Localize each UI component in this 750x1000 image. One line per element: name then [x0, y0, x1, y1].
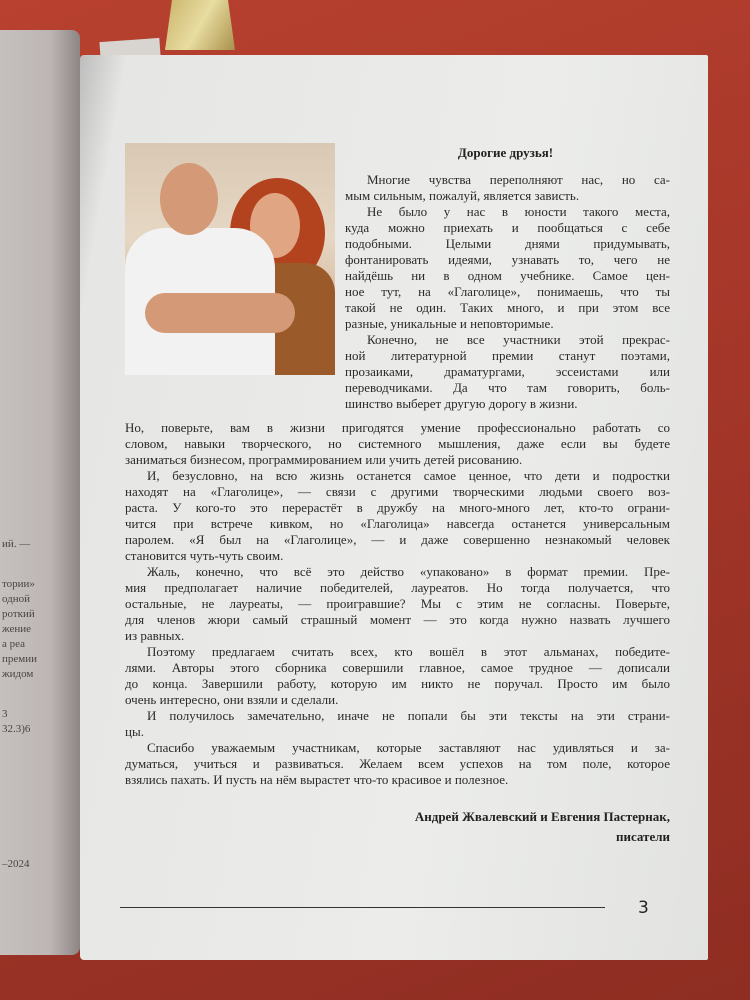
text-line: Многие чувства переполняют нас, но са-	[367, 172, 670, 187]
text-line: шинство выберет другую дорогу в жизни.	[345, 396, 578, 411]
text-line: думаться, учиться и развиваться. Желаем всем успехов на том поле, которое	[125, 756, 670, 771]
left-page-fragment: премии	[2, 653, 38, 665]
left-page-fragment: одной	[2, 593, 31, 605]
text-line: Жаль, конечно, что всё это действо «упаковано» в формат премии. Пре-	[147, 564, 670, 579]
text-line: взялись пахать. И пусть на нём вырастет что-то красивое и полезное.	[125, 772, 509, 787]
left-page-fragment: 3	[2, 708, 8, 720]
text-line: подобными. Целыми днями придумывать,	[345, 236, 670, 251]
left-page-fragment: тории»	[2, 578, 35, 590]
text-line: раста. У кого-то это перерастёт в дружбу на много-много лет, кто-то ограни-	[125, 500, 670, 515]
text-line: мым сильным, пожалуй, является зависть.	[345, 188, 580, 203]
left-page	[0, 30, 80, 955]
text-line: фонтанировать идеями, узнавать то, чего не	[345, 252, 670, 267]
text-line: очень интересно, они взяли и сделали.	[125, 692, 339, 707]
left-page-fragment: а реа	[2, 638, 26, 650]
left-page-fragment: ий. —	[2, 538, 31, 550]
text-line: заниматься бизнесом, программированием или учить детей рисованию.	[125, 452, 523, 467]
text-line: такой не один. Таких много, и при этом все	[345, 300, 670, 315]
text-line: находят на «Глаголице», — связи с другими творческими людьми своего воз-	[125, 484, 670, 499]
signature-role: писатели	[615, 829, 670, 844]
footer-rule	[120, 907, 605, 908]
text-line: Не было у нас в юности такого места,	[367, 204, 670, 219]
text-line: ной литературной премии станут поэтами,	[345, 348, 670, 363]
text-line: из равных.	[125, 628, 185, 643]
text-line: паролем. «Я был на «Глаголице», — и даже совершенно незнакомый человек	[125, 532, 670, 547]
text-line: Конечно, не все участники этой прекрас-	[367, 332, 670, 347]
text-line: лями. Авторы этого сборника совершили главное, самое трудное — дописали	[125, 660, 670, 675]
text-line: мия предполагает наличие победителей, лауреатов. Но тогда получается, что	[125, 580, 670, 595]
authors-photo	[125, 143, 335, 375]
text-line: становится чуть-чуть своим.	[125, 548, 284, 563]
text-line: ное тут, на «Глаголице», понимаешь, что ты	[345, 284, 670, 299]
text-line: найдёшь ни в одном учебнике. Самое цен-	[345, 268, 670, 283]
text-line: для членов жюри самый страшный момент — это когда нужно назвать лучшего	[125, 612, 670, 627]
text-line: остальные, не лауреаты, — проигравшие? Мы с этим не согласны. Поверьте,	[125, 596, 670, 611]
book-page	[80, 55, 708, 960]
text-line: Поэтому предлагаем считать всех, кто вошёл в этот альманах, победите-	[147, 644, 670, 659]
left-page-fragment: –2024	[2, 858, 30, 870]
signature	[415, 807, 670, 847]
text-line: словом, навыки творческого, но системного мышления, даже если вы будете	[125, 436, 670, 451]
text-line: Но, поверьте, вам в жизни пригодятся умение профессионально работать со	[125, 420, 670, 435]
text-body	[125, 420, 670, 788]
text-line: чится при встрече кивком, но «Глаголица» навсегда останется универсальным	[125, 516, 670, 531]
text-line: разные, уникальные и неповторимые.	[345, 316, 554, 331]
text-line: цы.	[125, 724, 144, 739]
left-page-fragment: 32.3)6	[2, 723, 31, 735]
page-title: Дорогие друзья!	[457, 145, 554, 160]
text-line: куда можно приехать и пообщаться с себе	[345, 220, 670, 235]
signature-authors: Андрей Жвалевский и Евгения Пастернак,	[414, 809, 670, 824]
text-line: до конца. Завершили работу, которую им никто не поручал. Просто им было	[125, 676, 670, 691]
text-column	[345, 172, 670, 412]
page-number: 3	[638, 898, 649, 918]
left-page-fragment: жение	[2, 623, 31, 635]
left-page-fragment: жидом	[2, 668, 34, 680]
text-line: переводчиками. Да что там говорить, боль-	[345, 380, 670, 395]
text-line: И получилось замечательно, иначе не попали бы эти тексты на эти страни-	[147, 708, 670, 723]
left-page-fragment: роткий	[2, 608, 35, 620]
text-line: прозаиками, драматургами, эссеистами или	[345, 364, 670, 379]
bookmark-ribbon	[165, 0, 235, 50]
text-line: Спасибо уважаемым участникам, которые заставляют нас удивляться и за-	[147, 740, 670, 755]
text-line: И, безусловно, на всю жизнь останется самое ценное, что дети и подростки	[147, 468, 670, 483]
